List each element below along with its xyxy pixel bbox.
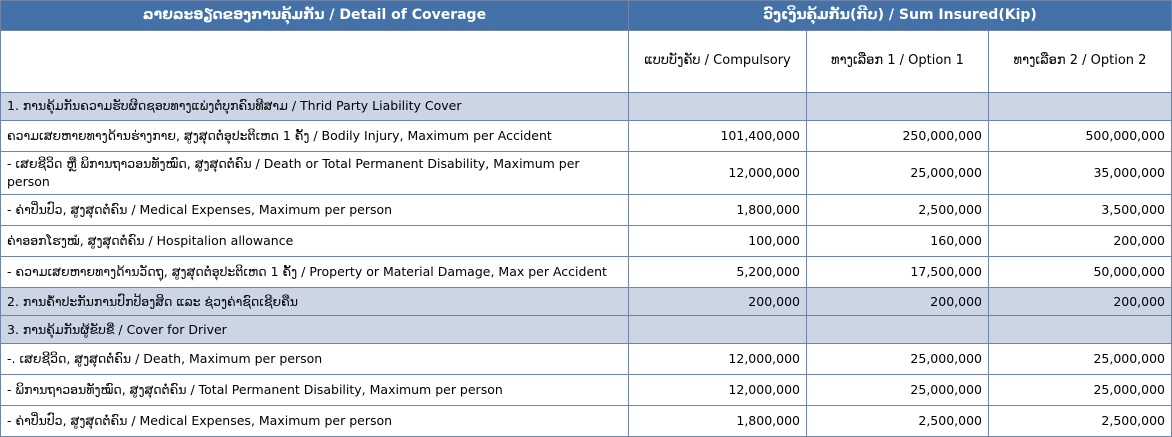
row-value-option1: 250,000,000 xyxy=(807,121,989,152)
table-row xyxy=(1,226,1172,257)
table-row xyxy=(1,316,1172,344)
row-value-option1: 25,000,000 xyxy=(807,152,989,195)
row-detail-label: - ພິການຖາວອນທັງໝົດ, ສູງສຸດຕໍ່ຄົນ / Total Permanent Disability, Maximum per person xyxy=(1,375,629,406)
row-value-option2: 200,000 xyxy=(989,226,1172,257)
row-value-option1: 25,000,000 xyxy=(807,375,989,406)
row-value-compulsory: 12,000,000 xyxy=(629,375,807,406)
header-col-option1: ທາງເລືອກ 1 / Option 1 xyxy=(807,31,989,93)
row-value-compulsory: 5,200,000 xyxy=(629,257,807,288)
table-row xyxy=(1,152,1172,195)
row-value-compulsory: 1,800,000 xyxy=(629,406,807,437)
header-col-compulsory: ແບບບັງຄັບ / Compulsory xyxy=(629,31,807,93)
row-value-compulsory: 1,800,000 xyxy=(629,195,807,226)
row-value-option2: 3,500,000 xyxy=(989,195,1172,226)
table-row xyxy=(1,93,1172,121)
row-value-option1: 2,500,000 xyxy=(807,195,989,226)
row-section-label: 3. ການຄຸ້ມກັນຜູ້ຂັບຂີ່ / Cover for Driver xyxy=(1,316,629,344)
row-value-option1: 17,500,000 xyxy=(807,257,989,288)
row-detail-label: - ເສຍຊີວິດ ຫຼື ພິການຖາວອນທັງໝົດ, ສູງສຸດຕໍ່ຄົນ / Death or Total Permanent Disability, Maximum per person xyxy=(1,152,629,195)
row-value-compulsory: 101,400,000 xyxy=(629,121,807,152)
row-value-option1 xyxy=(807,316,989,344)
header-col-option2: ທາງເລືອກ 2 / Option 2 xyxy=(989,31,1172,93)
row-value-option2: 50,000,000 xyxy=(989,257,1172,288)
header-detail-spacer xyxy=(1,31,629,93)
row-value-compulsory: 12,000,000 xyxy=(629,152,807,195)
table-head xyxy=(1,1,1172,93)
row-value-option2: 500,000,000 xyxy=(989,121,1172,152)
row-value-compulsory: 200,000 xyxy=(629,288,807,316)
row-value-compulsory xyxy=(629,316,807,344)
row-value-option2 xyxy=(989,93,1172,121)
header-row-sub xyxy=(1,31,1172,93)
row-value-option1 xyxy=(807,93,989,121)
row-value-compulsory xyxy=(629,93,807,121)
row-detail-label: - ຄ່າປິ່ນປົວ, ສູງສຸດຕໍ່ຄົນ / Medical Expenses, Maximum per person xyxy=(1,195,629,226)
table-row xyxy=(1,257,1172,288)
row-value-option1: 25,000,000 xyxy=(807,344,989,375)
row-value-option2: 200,000 xyxy=(989,288,1172,316)
row-value-compulsory: 100,000 xyxy=(629,226,807,257)
row-value-option2 xyxy=(989,316,1172,344)
table-row xyxy=(1,288,1172,316)
row-section-label: 2. ການຄ້ຳປະກັນການປົກປ້ອງສິດ ແລະ ຊ່ວງຄ່າຊົດເຊີຍຄືນ xyxy=(1,288,629,316)
row-value-compulsory: 12,000,000 xyxy=(629,344,807,375)
table-body xyxy=(1,93,1172,437)
row-value-option1: 160,000 xyxy=(807,226,989,257)
row-detail-label: ຄ່າອອກໂຮງໝໍ, ສູງສຸດຕໍ່ຄົນ / Hospitalion allowance xyxy=(1,226,629,257)
row-value-option2: 2,500,000 xyxy=(989,406,1172,437)
table-row xyxy=(1,121,1172,152)
row-value-option2: 25,000,000 xyxy=(989,344,1172,375)
row-detail-label: - ຄວາມເສຍຫາຍທາງດ້ານວັດຖຸ, ສູງສຸດຕໍ່ອຸປະຕິເຫດ 1 ຄັ້ງ / Property or Material Damage, Max per Accident xyxy=(1,257,629,288)
row-value-option1: 2,500,000 xyxy=(807,406,989,437)
row-value-option2: 25,000,000 xyxy=(989,375,1172,406)
row-detail-label: -. ເສຍຊີວິດ, ສູງສຸດຕໍ່ຄົນ / Death, Maximum per person xyxy=(1,344,629,375)
header-row-main xyxy=(1,1,1172,31)
header-detail-of-coverage: ລາຍລະອຽດຂອງການຄຸ້ມກັນ / Detail of Coverage xyxy=(1,1,629,31)
table-row xyxy=(1,406,1172,437)
row-section-label: 1. ການຄຸ້ມກັນຄວາມຮັບຜິດຊອບທາງແພ່ງຕໍ່ບຸກຄົນທີສາມ / Thrid Party Liability Cover xyxy=(1,93,629,121)
table-row xyxy=(1,195,1172,226)
row-detail-label: ຄວາມເສຍຫາຍທາງດ້ານຮ່າງກາຍ, ສູງສຸດຕໍ່ອຸປະຕິເຫດ 1 ຄັ້ງ / Bodily Injury, Maximum per Accident xyxy=(1,121,629,152)
header-sum-insured: ວົງເງິນຄຸ້ມກັນ(ກີບ) / Sum Insured(Kip) xyxy=(629,1,1172,31)
table-row xyxy=(1,344,1172,375)
row-detail-label: - ຄ່າປິ່ນປົວ, ສູງສຸດຕໍ່ຄົນ / Medical Expenses, Maximum per person xyxy=(1,406,629,437)
row-value-option2: 35,000,000 xyxy=(989,152,1172,195)
table-row xyxy=(1,375,1172,406)
row-value-option1: 200,000 xyxy=(807,288,989,316)
